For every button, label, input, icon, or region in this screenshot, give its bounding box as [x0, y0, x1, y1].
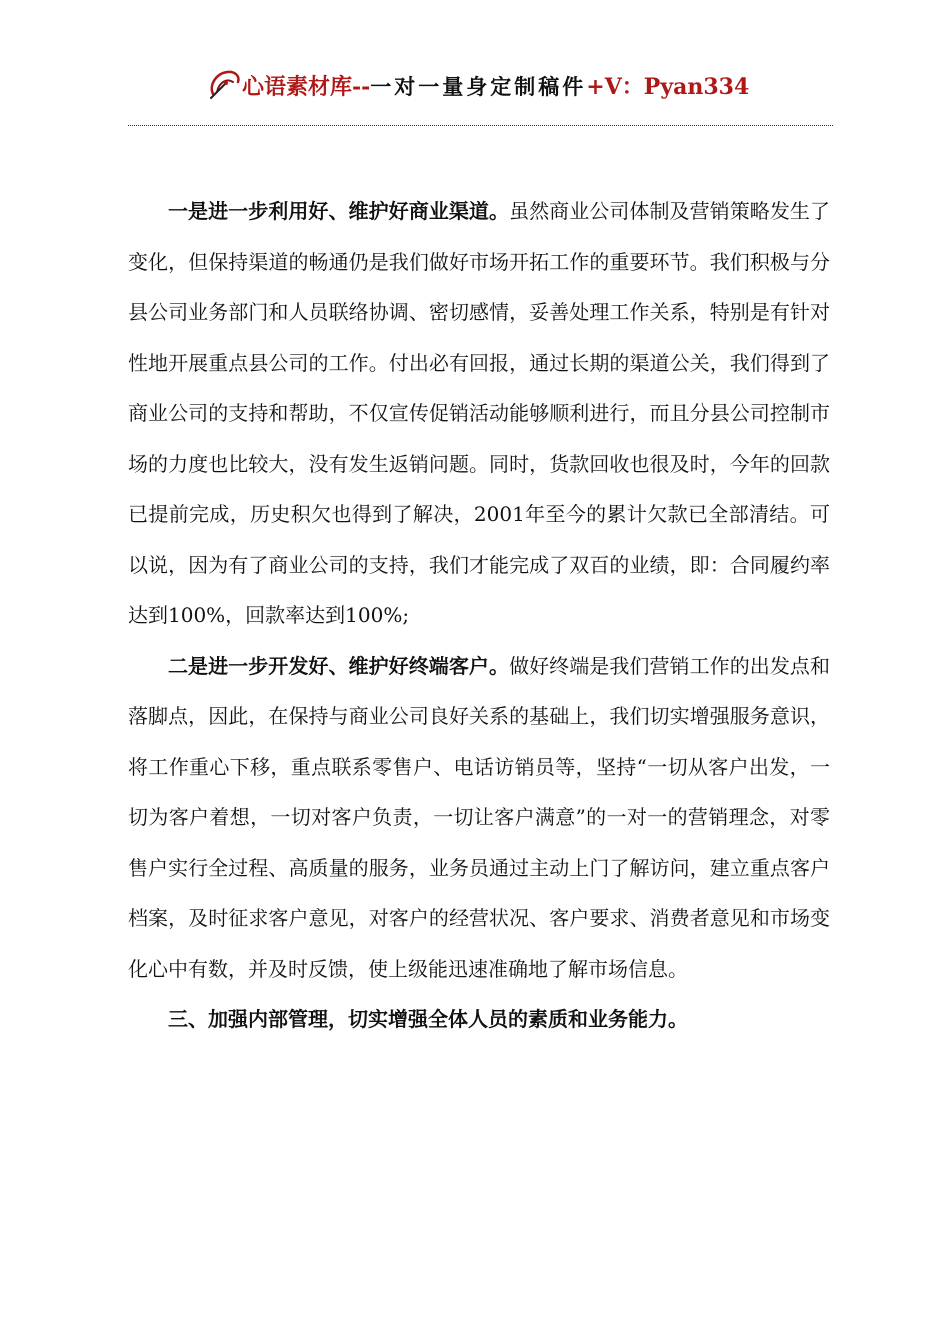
page-header: [0, 58, 950, 108]
paragraph-lead: 二是进一步开发好、维护好终端客户。: [168, 653, 510, 678]
header-divider: [128, 125, 833, 126]
header-title: [242, 70, 749, 101]
section-heading: [128, 994, 830, 1045]
paragraph-text: 做好终端是我们营销工作的出发点和落脚点，因此，在保持与商业公司良好关系的基础上，我们切实增强服务意识，将工作重心下移，重点联系零售户、电话访销员等，坚持“一切从客户出发，一切为客户着想，一切对客户负责，一切让客户满意”的一对一的营销理念，对零售户实行全过程、高质量的服务，业务员通过主动上门了解访问，建立重点客户档案，及时征求客户意见，对客户的经营状况、客户要求、消费者意见和市场变化心中有数，并及时反馈，使上级能迅速准确地了解市场信息。: [128, 653, 830, 981]
paragraph-text: 虽然商业公司体制及营销策略发生了变化，但保持渠道的畅通仍是我们做好市场开拓工作的重要环节。我们积极与分县公司业务部门和人员联络协调、密切感情，妥善处理工作关系，特别是有针对性地开展重点县公司的工作。付出必有回报，通过长期的渠道公关，我们得到了商业公司的支持和帮助，不仅宣传促销活动能够顺利进行，而且分县公司控制市场的力度也比较大，没有发生返销问题。同时，货款回收也很及时，今年的回款已提前完成，历史积欠也得到了解决，2001年至今的累计欠款已全部清结。可以说，因为有了商业公司的支持，我们才能完成了双百的业绩，即：合同履约率达到100%，回款率达到100%;: [128, 199, 830, 627]
header-separator: --: [352, 74, 371, 100]
section-heading-text: 三、加强内部管理，切实增强全体人员的素质和业务能力。: [168, 1007, 688, 1031]
brand-name: 心语素材库: [242, 74, 353, 100]
header-contact: +V：Pyan334: [586, 74, 750, 100]
document-body: [128, 186, 830, 1045]
header-slogan: 一对一量身定制稿件: [370, 74, 587, 99]
paragraph: [128, 641, 830, 995]
brush-swirl-logo-icon: [205, 64, 245, 104]
paragraph: [128, 186, 830, 641]
paragraph-lead: 一是进一步利用好、维护好商业渠道。: [168, 199, 510, 223]
